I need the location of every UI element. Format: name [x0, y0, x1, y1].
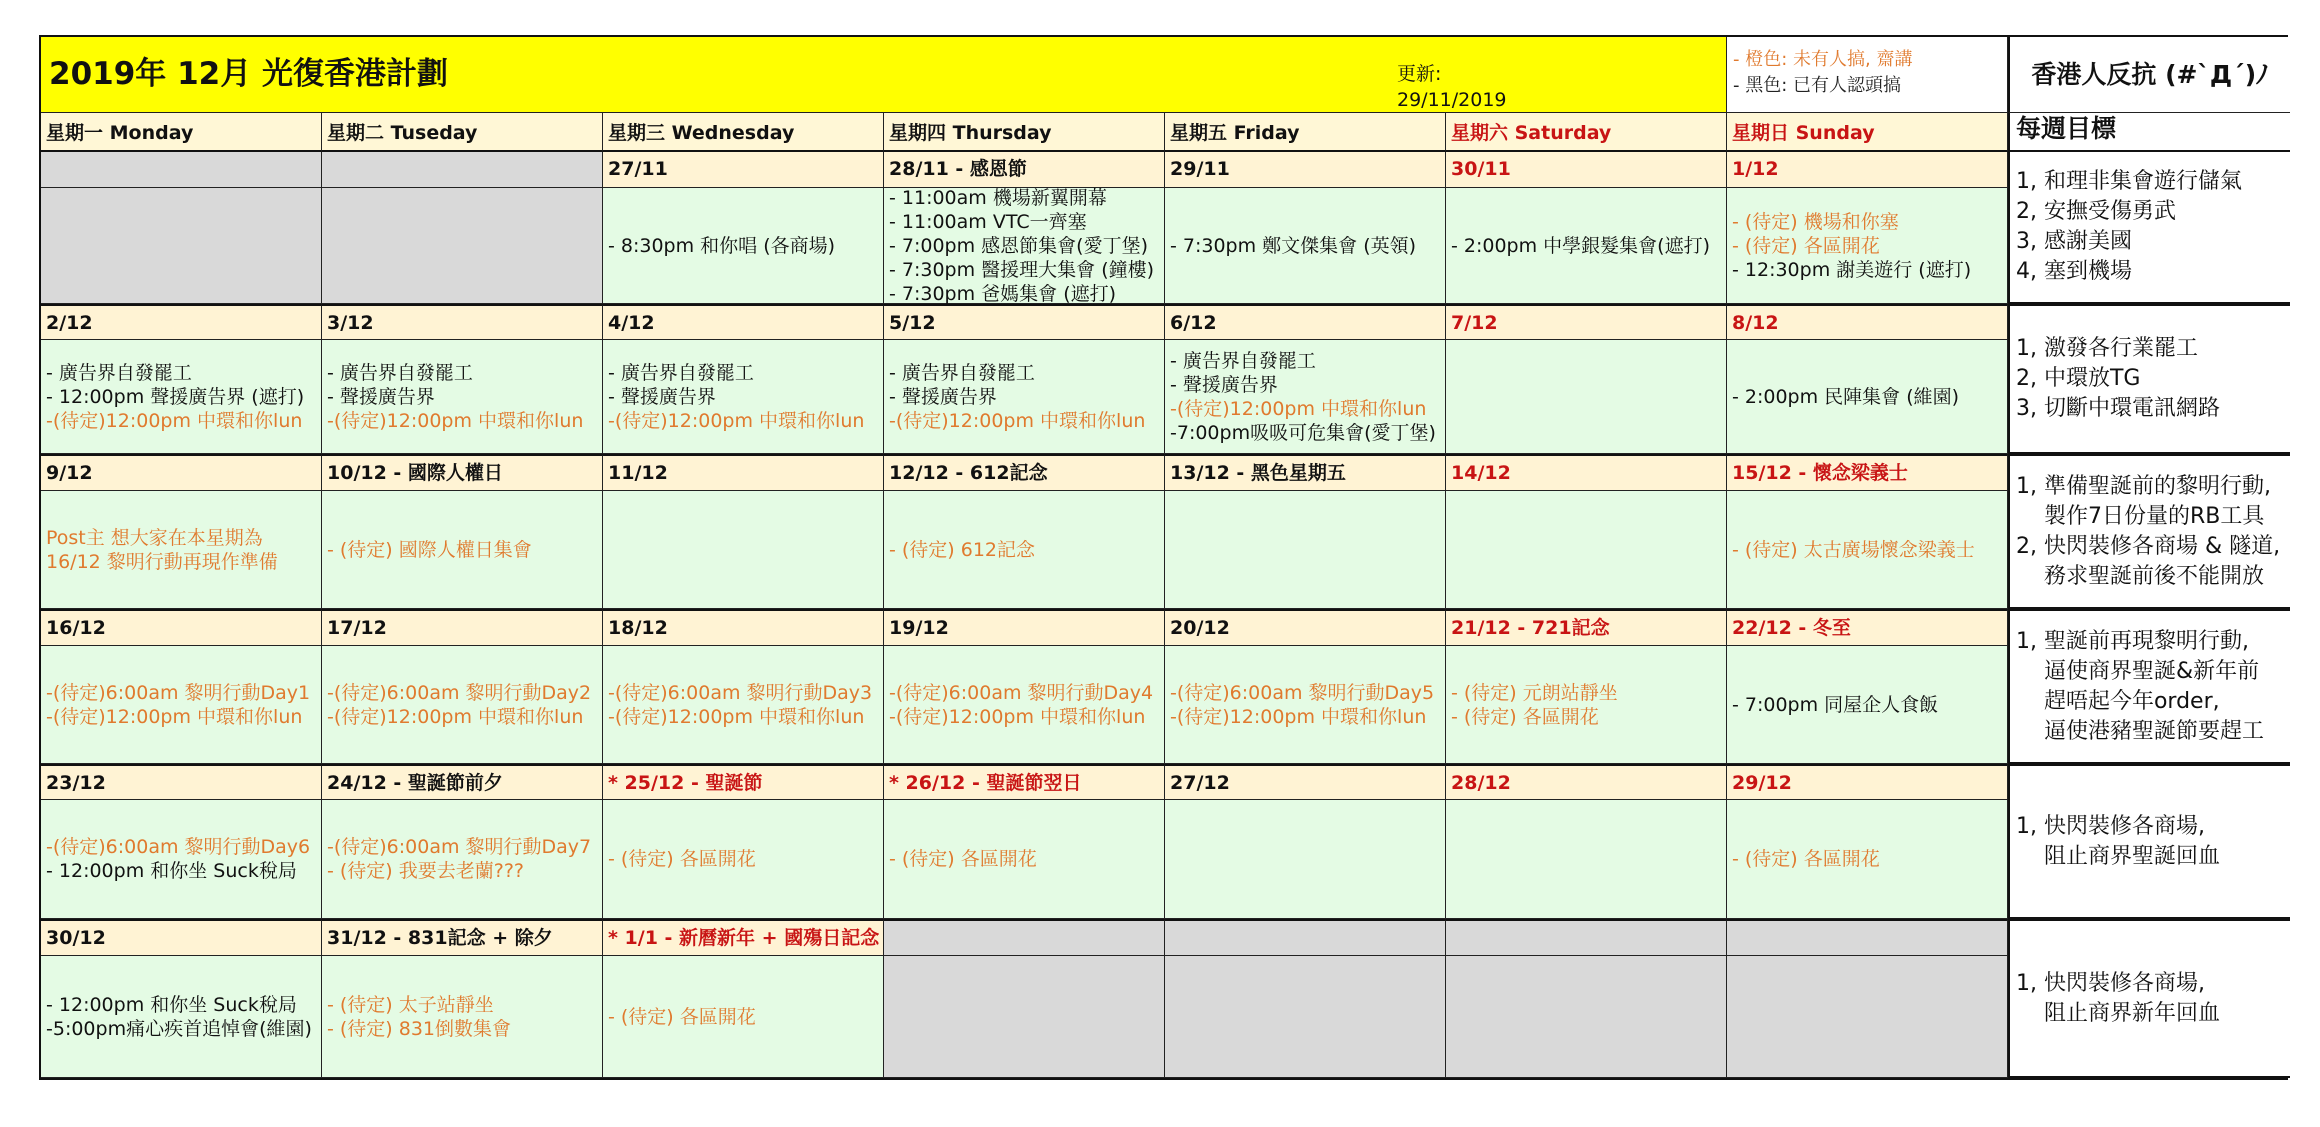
- legend-orange: - 橙色: 未有人搞, 齋講: [1733, 49, 1913, 70]
- date-cell: [41, 152, 322, 188]
- date-cell: 8/12: [1727, 304, 2008, 340]
- event-cell: [1165, 188, 1446, 304]
- date-cell: 24/12 - 聖誕節前夕: [322, 764, 603, 800]
- event-line: - 11:00am VTC一齊塞: [889, 210, 1087, 233]
- event-line: -(待定)6:00am 黎明行動Day1: [46, 681, 311, 704]
- date-cell: 10/12 - 國際人權日: [322, 454, 603, 491]
- event-line: -(待定)12:00pm 中環和你lun: [46, 409, 303, 432]
- day-header-wed: 星期三 Wednesday: [603, 113, 884, 152]
- goal-line: 1, 和理非集會遊行儲氣: [2016, 169, 2242, 194]
- date-cell: 31/12 - 831記念 + 除夕: [322, 919, 603, 956]
- date-cell: 18/12: [603, 609, 884, 646]
- date-cell: 22/12 - 冬至: [1727, 609, 2008, 646]
- goal-line: 1, 快閃裝修各商場,: [2016, 970, 2205, 996]
- date-cell: 28/12: [1446, 764, 1727, 800]
- day-header-thu: 星期四 Thursday: [884, 113, 1165, 152]
- weekly-goal: [2008, 304, 2290, 454]
- event-line: -(待定)12:00pm 中環和你lun: [46, 705, 303, 728]
- date-cell: 29/12: [1727, 764, 2008, 800]
- weekly-goal: [2008, 609, 2290, 764]
- event-line: - 7:30pm 爸媽集會 (遮打): [889, 282, 1117, 305]
- date-cell: [1727, 919, 2008, 956]
- event-line: - 7:30pm 醫援理大集會 (鐘樓): [889, 258, 1155, 281]
- event-line: - 7:00pm 感恩節集會(愛丁堡): [889, 234, 1148, 257]
- event-cell: [1446, 646, 1727, 764]
- date-cell: 5/12: [884, 304, 1165, 340]
- event-line: - 2:00pm 中學銀髮集會(遮打): [1451, 234, 1710, 257]
- event-cell: [1165, 491, 1446, 609]
- event-cell: [41, 800, 322, 919]
- event-line: - (待定) 各區開花: [1732, 848, 1880, 870]
- goal-line: 阻止商界聖誕回血: [2016, 843, 2220, 869]
- color-legend: [1727, 37, 2008, 113]
- day-header-sat: 星期六 Saturday: [1446, 113, 1727, 152]
- goal-line: 3, 感謝美國: [2016, 229, 2132, 254]
- event-line: - 12:00pm 和你坐 Suck稅局: [46, 993, 297, 1016]
- goal-line: 2, 快閃裝修各商場 & 隧道,: [2016, 533, 2281, 559]
- event-line: - 聲援廣告界: [1170, 373, 1278, 396]
- date-cell: [1446, 919, 1727, 956]
- event-line: - (待定) 國際人權日集會: [327, 538, 532, 561]
- event-cell: [1446, 956, 1727, 1078]
- event-cell: [41, 491, 322, 609]
- event-cell: [884, 491, 1165, 609]
- date-cell: 17/12: [322, 609, 603, 646]
- event-line: -(待定)12:00pm 中環和你lun: [1170, 397, 1427, 420]
- date-cell: 21/12 - 721記念: [1446, 609, 1727, 646]
- event-line: -5:00pm痛心疾首追悼會(維園): [46, 1017, 312, 1040]
- event-cell: [603, 340, 884, 454]
- event-line: - 聲援廣告界: [889, 385, 997, 408]
- event-line: - 8:30pm 和你唱 (各商場): [608, 234, 836, 257]
- event-line: - 聲援廣告界: [327, 385, 435, 408]
- date-cell: 23/12: [41, 764, 322, 800]
- event-line: - (待定) 機場和你塞: [1732, 210, 1899, 233]
- event-cell: [603, 956, 884, 1078]
- goal-line: 4, 塞到機場: [2016, 259, 2132, 284]
- event-cell: [322, 646, 603, 764]
- event-cell: [322, 800, 603, 919]
- date-cell: 27/11: [603, 152, 884, 188]
- goal-line: 3, 切斷中環電訊網路: [2016, 396, 2220, 421]
- date-cell: 14/12: [1446, 454, 1727, 491]
- date-cell: * 1/1 - 新曆新年 + 國殤日記念: [603, 919, 884, 956]
- event-line: -(待定)6:00am 黎明行動Day4: [889, 681, 1154, 704]
- event-cell: [603, 491, 884, 609]
- event-line: - (待定) 各區開花: [608, 848, 756, 870]
- event-line: -(待定)6:00am 黎明行動Day7: [327, 836, 592, 858]
- event-cell: [884, 800, 1165, 919]
- event-cell: [322, 491, 603, 609]
- date-cell: 20/12: [1165, 609, 1446, 646]
- goal-line: 逼使商界聖誕&新年前: [2016, 658, 2260, 684]
- event-cell: [1727, 188, 2008, 304]
- goal-line: 趕唔起今年order,: [2016, 688, 2220, 714]
- event-line: -(待定)12:00pm 中環和你lun: [608, 705, 865, 728]
- event-line: Post主 想大家在本星期為: [46, 526, 263, 549]
- event-line: - (待定) 831倒數集會: [327, 1017, 512, 1040]
- goal-line: 1, 快閃裝修各商場,: [2016, 813, 2205, 839]
- date-cell: [322, 152, 603, 188]
- date-cell: * 25/12 - 聖誕節: [603, 764, 884, 800]
- event-line: 16/12 黎明行動再現作準備: [46, 550, 278, 573]
- calendar-sheet: [39, 35, 2288, 1080]
- brand-label: 香港人反抗 (#`Д´)ﾉ: [2008, 37, 2290, 113]
- event-cell: [1727, 491, 2008, 609]
- goal-line: 1, 聖誕前再現黎明行動,: [2016, 628, 2249, 654]
- event-cell: [1446, 800, 1727, 919]
- event-cell: [884, 956, 1165, 1078]
- weekly-goal: [2008, 454, 2290, 609]
- event-cell: [1727, 800, 2008, 919]
- event-line: - 7:00pm 同屋企人食飯: [1732, 693, 1939, 716]
- event-line: - (待定) 各區開花: [1732, 234, 1880, 257]
- goal-line: 務求聖誕前後不能開放: [2016, 563, 2264, 589]
- event-line: -(待定)12:00pm 中環和你lun: [608, 409, 865, 432]
- date-cell: 12/12 - 612記念: [884, 454, 1165, 491]
- weekly-goal: [2008, 919, 2290, 1078]
- goal-line: 逼使港豬聖誕節要趕工: [2016, 718, 2264, 744]
- event-line: - (待定) 各區開花: [1451, 705, 1599, 728]
- date-cell: 9/12: [41, 454, 322, 491]
- event-line: - (待定) 太子站靜坐: [327, 993, 494, 1016]
- page-title: 2019年 12月 光復香港計劃: [49, 56, 449, 92]
- day-header-fri: 星期五 Friday: [1165, 113, 1446, 152]
- date-cell: 19/12: [884, 609, 1165, 646]
- goal-line: 1, 激發各行業罷工: [2016, 336, 2198, 361]
- event-line: - 12:30pm 謝美遊行 (遮打): [1732, 258, 1972, 281]
- event-line: -(待定)6:00am 黎明行動Day5: [1170, 681, 1435, 704]
- event-cell: [1727, 340, 2008, 454]
- date-cell: 28/11 - 感恩節: [884, 152, 1165, 188]
- event-cell: [603, 800, 884, 919]
- event-cell: [1165, 800, 1446, 919]
- event-line: - 廣告界自發罷工: [608, 361, 754, 384]
- event-line: -(待定)6:00am 黎明行動Day2: [327, 681, 592, 704]
- event-cell: [603, 646, 884, 764]
- event-line: -7:00pm吸吸可危集會(愛丁堡): [1170, 421, 1436, 444]
- event-cell: [1446, 340, 1727, 454]
- goal-line: 2, 中環放TG: [2016, 366, 2141, 391]
- event-cell: [1446, 188, 1727, 304]
- date-cell: [884, 919, 1165, 956]
- event-cell: [1165, 646, 1446, 764]
- event-line: - (待定) 各區開花: [608, 1005, 756, 1028]
- date-cell: 1/12: [1727, 152, 2008, 188]
- event-line: - (待定) 612記念: [889, 538, 1036, 561]
- event-cell: [322, 188, 603, 304]
- day-header-mon: 星期一 Monday: [41, 113, 322, 152]
- event-cell: [884, 188, 1165, 304]
- event-cell: [1165, 340, 1446, 454]
- event-line: - (待定) 我要去老蘭???: [327, 860, 525, 882]
- date-cell: 11/12: [603, 454, 884, 491]
- event-line: - 廣告界自發罷工: [889, 361, 1035, 384]
- event-line: - 7:30pm 鄭文傑集會 (英領): [1170, 234, 1417, 257]
- event-cell: [41, 188, 322, 304]
- event-line: - 廣告界自發罷工: [46, 361, 192, 384]
- event-line: -(待定)12:00pm 中環和你lun: [327, 409, 584, 432]
- date-cell: 16/12: [41, 609, 322, 646]
- event-cell: [322, 956, 603, 1078]
- event-cell: [41, 956, 322, 1078]
- event-cell: [322, 340, 603, 454]
- event-line: - 2:00pm 民陣集會 (維園): [1732, 385, 1960, 408]
- weekly-goals-header: 每週目標: [2008, 113, 2290, 152]
- event-line: - 11:00am 機場新翼開幕: [889, 186, 1107, 209]
- date-cell: 30/11: [1446, 152, 1727, 188]
- event-cell: [1165, 956, 1446, 1078]
- event-line: - 聲援廣告界: [608, 385, 716, 408]
- date-cell: 6/12: [1165, 304, 1446, 340]
- event-line: -(待定)6:00am 黎明行動Day6: [46, 836, 311, 858]
- legend-black: - 黑色: 已有人認頭搞: [1733, 75, 1902, 96]
- event-line: -(待定)12:00pm 中環和你lun: [889, 409, 1146, 432]
- title-bar: [41, 37, 1507, 113]
- date-cell: 15/12 - 懷念梁義士: [1727, 454, 2008, 491]
- goal-line: 2, 安撫受傷勇武: [2016, 199, 2176, 224]
- event-cell: [884, 646, 1165, 764]
- event-line: - (待定) 太古廣場懷念梁義士: [1732, 538, 1975, 561]
- weekly-goal: [2008, 764, 2290, 919]
- event-line: -(待定)12:00pm 中環和你lun: [1170, 705, 1427, 728]
- date-cell: * 26/12 - 聖誕節翌日: [884, 764, 1165, 800]
- date-cell: 4/12: [603, 304, 884, 340]
- event-cell: [41, 340, 322, 454]
- day-header-sun: 星期日 Sunday: [1727, 113, 2008, 152]
- date-cell: 7/12: [1446, 304, 1727, 340]
- event-line: - 12:00pm 和你坐 Suck稅局: [46, 860, 297, 882]
- event-line: -(待定)12:00pm 中環和你lun: [327, 705, 584, 728]
- event-cell: [1446, 491, 1727, 609]
- weekly-goal: [2008, 152, 2290, 304]
- date-cell: 29/11: [1165, 152, 1446, 188]
- date-cell: 13/12 - 黑色星期五: [1165, 454, 1446, 491]
- event-line: -(待定)6:00am 黎明行動Day3: [608, 681, 873, 704]
- event-cell: [884, 340, 1165, 454]
- goal-line: 製作7日份量的RB工具: [2016, 503, 2265, 529]
- event-cell: [1727, 956, 2008, 1078]
- event-line: - (待定) 各區開花: [889, 848, 1037, 870]
- event-cell: [603, 188, 884, 304]
- event-line: - 廣告界自發罷工: [1170, 349, 1316, 372]
- date-cell: 2/12: [41, 304, 322, 340]
- goal-line: 1, 準備聖誕前的黎明行動,: [2016, 473, 2271, 499]
- event-line: - (待定) 元朗站靜坐: [1451, 681, 1618, 704]
- event-line: - 12:00pm 聲援廣告界 (遮打): [46, 385, 305, 408]
- date-cell: 30/12: [41, 919, 322, 956]
- goal-line: 阻止商界新年回血: [2016, 1000, 2220, 1026]
- day-header-tue: 星期二 Tuseday: [322, 113, 603, 152]
- event-line: - 廣告界自發罷工: [327, 361, 473, 384]
- date-cell: 3/12: [322, 304, 603, 340]
- event-cell: [1727, 646, 2008, 764]
- updated-date: 更新: 29/11/2019: [1397, 63, 1507, 111]
- date-cell: 27/12: [1165, 764, 1446, 800]
- event-cell: [41, 646, 322, 764]
- event-line: -(待定)12:00pm 中環和你lun: [889, 705, 1146, 728]
- date-cell: [1165, 919, 1446, 956]
